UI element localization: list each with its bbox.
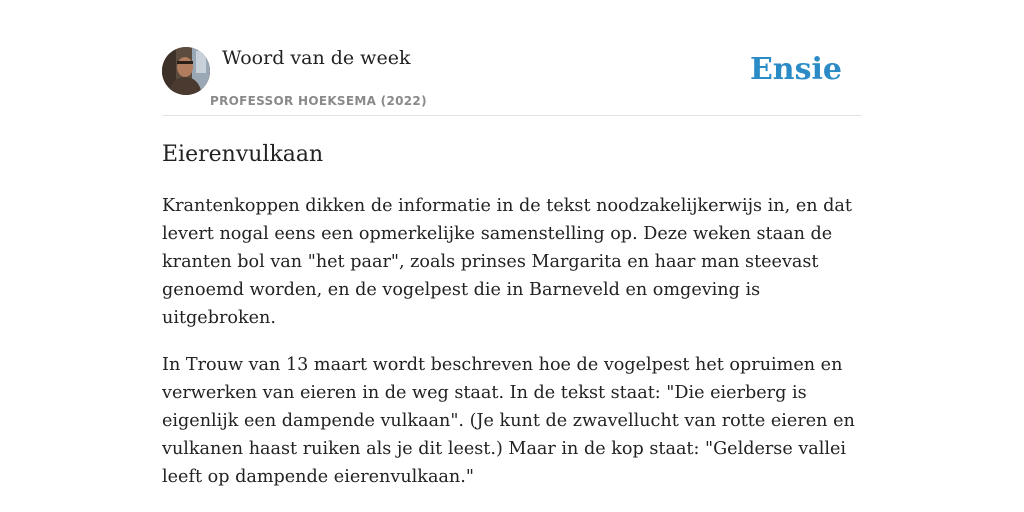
entry-body: [162, 192, 864, 510]
entry-title: Eierenvulkaan: [162, 142, 324, 167]
avatar[interactable]: [162, 47, 210, 95]
avatar-photo: [162, 47, 210, 95]
blog-title[interactable]: Woord van de week: [222, 47, 411, 69]
header: [162, 45, 862, 116]
brand-logo[interactable]: Ensie: [749, 52, 842, 87]
author-byline: PROFESSOR HOEKSEMA (2022): [210, 94, 427, 108]
paragraph: In Trouw van 13 maart wordt beschreven hoe de vogelpest het opruimen en verwerken van eieren in de weg staat. In de tekst staat: "Die eierberg is eigenlijk een dampende vulkaan". (Je kunt de zwavellucht van rotte eieren en vulkanen haast ruiken als je dit leest.) Maar in de kop staat: "Gelderse vallei leeft op dampende eierenvulkaan.": [162, 355, 855, 487]
paragraph: Krantenkoppen dikken de informatie in de tekst noodzakelijkerwijs in, en dat levert nogal eens een opmerkelijke samenstelling op. Deze weken staan de kranten bol van "het paar", zoals prinses Margarita en haar man steevast genoemd worden, en de vogelpest die in Barneveld en omgeving is uitgebroken.: [162, 196, 852, 328]
